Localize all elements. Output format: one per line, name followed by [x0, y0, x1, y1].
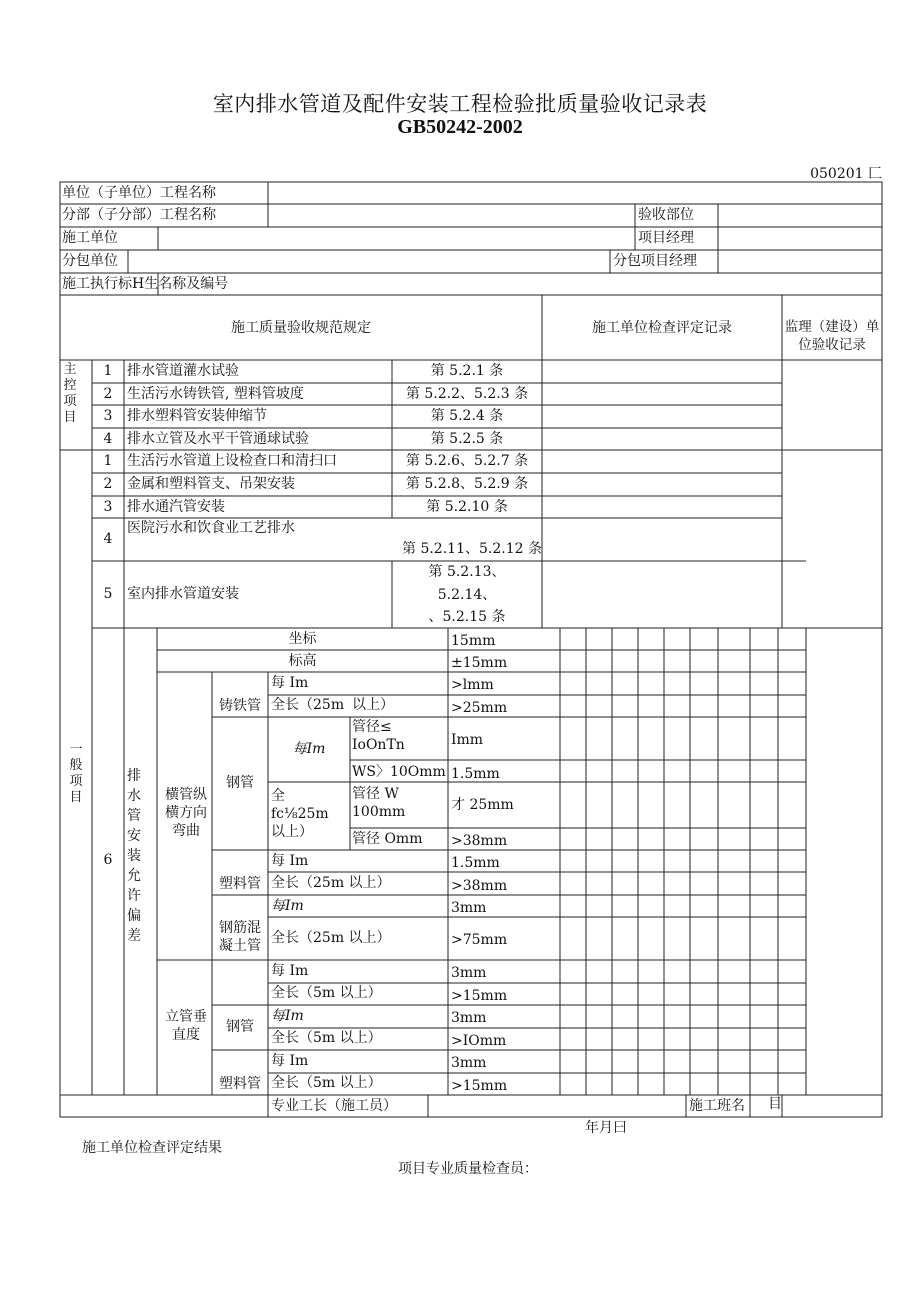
ci-full-a: 全长（25m	[271, 697, 345, 713]
foreman-label: 专业工长（施工员）	[271, 1098, 397, 1114]
inspector-label: 项目专业质量检查员：	[398, 1161, 538, 1177]
horizontal-label: 横管纵横方向弯曲	[165, 787, 207, 839]
page-title: 室内排水管道及配件安装工程检验批质量验收记录表	[212, 92, 708, 116]
v-ci-full: 全长（5m 以上）	[271, 1030, 382, 1046]
sub-project-label: 分部（子分部）工程名称	[62, 207, 216, 223]
v-steel-label: 钢管	[226, 1019, 254, 1035]
main-control-label: 主控项目	[63, 362, 77, 425]
mc-clause-3: 第 5.2.4 条	[430, 408, 504, 424]
acceptance-part-label: 验收部位	[638, 207, 694, 223]
st-f2-value: >38mm	[451, 833, 508, 849]
contractor-label: 施工单位	[62, 230, 118, 246]
rc-full: 全长（25m 以上）	[271, 930, 391, 946]
gen-name-4: 医院污水和饮食业工艺排水	[127, 520, 295, 536]
st-per-m: 每Im	[292, 741, 326, 757]
ci-full-value: >25mm	[451, 700, 508, 716]
pipe-d4: 管径 Omm	[352, 831, 423, 847]
standard-code: GB50242-2002	[397, 116, 523, 138]
team-leader-mark: 目	[768, 1096, 782, 1112]
st-full: 全 fc⅛25m 以上）	[271, 788, 329, 840]
st-m2-value: 1.5mm	[451, 766, 500, 782]
clause-5-line2: 5.2.14、	[437, 587, 497, 603]
item6-no: 6	[103, 852, 113, 868]
steel-label: 钢管	[226, 775, 254, 791]
supervisor-header: 监理（建设）单位验收记录	[784, 319, 880, 353]
gen-clause-1: 第 5.2.6、5.2.7 条	[405, 453, 529, 469]
gen-name-5: 室内排水管道安装	[127, 586, 239, 602]
mc-name-1: 排水管道灌水试验	[127, 363, 239, 379]
v-pl-per-m: 每 Im	[271, 1053, 309, 1069]
gen-no-4: 4	[103, 531, 113, 547]
pipe-d3: 管径 W 100mm	[352, 786, 406, 820]
project-manager-label: 项目经理	[638, 230, 694, 246]
cast-iron-label: 铸铁管	[219, 698, 261, 714]
vertical-label: 立管垂直度	[165, 1009, 207, 1043]
gen-no-5: 5	[103, 586, 113, 602]
result-label: 施工单位检查评定结果	[82, 1140, 222, 1156]
mc-name-4: 排水立管及水平干管通球试验	[127, 431, 309, 447]
gen-name-2: 金属和塑料管支、吊架安装	[127, 476, 295, 492]
st-m1-value: Imm	[451, 732, 484, 748]
pl-per-m: 每 Im	[271, 853, 309, 869]
v-st-full-value: >15mm	[451, 988, 508, 1004]
pl-full: 全长（25m 以上）	[271, 875, 391, 891]
v-ci-per-m: 每Im	[271, 1008, 304, 1024]
pl-m-value: 1.5mm	[451, 855, 500, 871]
mc-no-3: 3	[103, 408, 113, 424]
elev-label: 标高	[288, 653, 317, 669]
ci-per-m-value: >lmm	[451, 677, 494, 693]
gen-no-3: 3	[103, 499, 113, 515]
mc-name-2: 生活污水铸铁管, 塑料管坡度	[127, 386, 304, 402]
gen-name-3: 排水通汽管安装	[127, 499, 225, 515]
mc-clause-1: 第 5.2.1 条	[430, 363, 504, 379]
gen-no-1: 1	[103, 453, 113, 469]
gen-clause-4: 第 5.2.11、5.2.12 条	[402, 541, 542, 557]
coord-value: 15mm	[451, 633, 496, 649]
v-st-per-m: 每 Im	[271, 963, 309, 979]
pl-full-value: >38mm	[451, 878, 508, 894]
rc-per-m: 每Im	[271, 898, 304, 914]
subcontractor-label: 分包单位	[62, 253, 118, 269]
mc-no-2: 2	[103, 386, 113, 402]
coord-label: 坐标	[288, 631, 317, 647]
rc-m-value: 3mm	[451, 900, 487, 916]
clause-5-line1: 第 5.2.13、	[428, 564, 506, 580]
date-label: 年月曰	[585, 1120, 627, 1136]
mc-clause-2: 第 5.2.2、5.2.3 条	[405, 386, 529, 402]
rc-full-value: >75mm	[451, 932, 508, 948]
gen-no-2: 2	[103, 476, 113, 492]
v-pl-full: 全长（5m 以上）	[271, 1075, 382, 1091]
item6-label: 排水管安装允许偏差	[127, 768, 141, 944]
pipe-d2: WS〉10Omm	[352, 764, 446, 780]
v-ci-full-value: >IOmm	[451, 1033, 507, 1049]
ci-full-b: 以上）	[352, 697, 394, 713]
ci-per-m: 每 Im	[271, 675, 309, 691]
mc-clause-4: 第 5.2.5 条	[430, 431, 504, 447]
gen-clause-2: 第 5.2.8、5.2.9 条	[405, 476, 529, 492]
rc-label: 钢筋混凝土管	[219, 920, 261, 954]
pipe-d1: 管径≤ IoOnTn	[352, 719, 405, 753]
mc-no-1: 1	[103, 363, 113, 379]
spec-header: 施工质量验收规范规定	[231, 320, 371, 336]
general-label: 一般项目	[69, 742, 83, 805]
elev-value: ±15mm	[451, 655, 508, 671]
v-ci-m-value: 3mm	[451, 1010, 487, 1026]
plastic-label: 塑料管	[219, 876, 261, 892]
unit-project-label: 单位（子单位）工程名称	[62, 185, 216, 201]
clause-5-line3: 、5.2.15 条	[428, 609, 506, 625]
v-pl-full-value: >15mm	[451, 1078, 508, 1094]
check-record-header: 施工单位检查评定记录	[592, 320, 732, 336]
team-leader-label: 施工班名	[689, 1098, 745, 1114]
v-st-m-value: 3mm	[451, 965, 487, 981]
sub-project-manager-label: 分包项目经理	[613, 253, 697, 269]
form-code: 050201 匚	[810, 166, 882, 182]
gen-clause-3: 第 5.2.10 条	[426, 499, 508, 515]
gen-name-1: 生活污水管道上设检查口和清扫口	[127, 453, 337, 469]
st-f1-value: 才 25mm	[451, 797, 514, 813]
v-st-full: 全长（5m 以上）	[271, 985, 382, 1001]
v-pl-m-value: 3mm	[451, 1055, 487, 1071]
standard-name-label: 施工执行标H生名称及编号	[62, 276, 229, 292]
mc-name-3: 排水塑料管安装伸缩节	[127, 408, 267, 424]
mc-no-4: 4	[103, 431, 113, 447]
v-plastic-label: 塑料管	[219, 1076, 261, 1092]
